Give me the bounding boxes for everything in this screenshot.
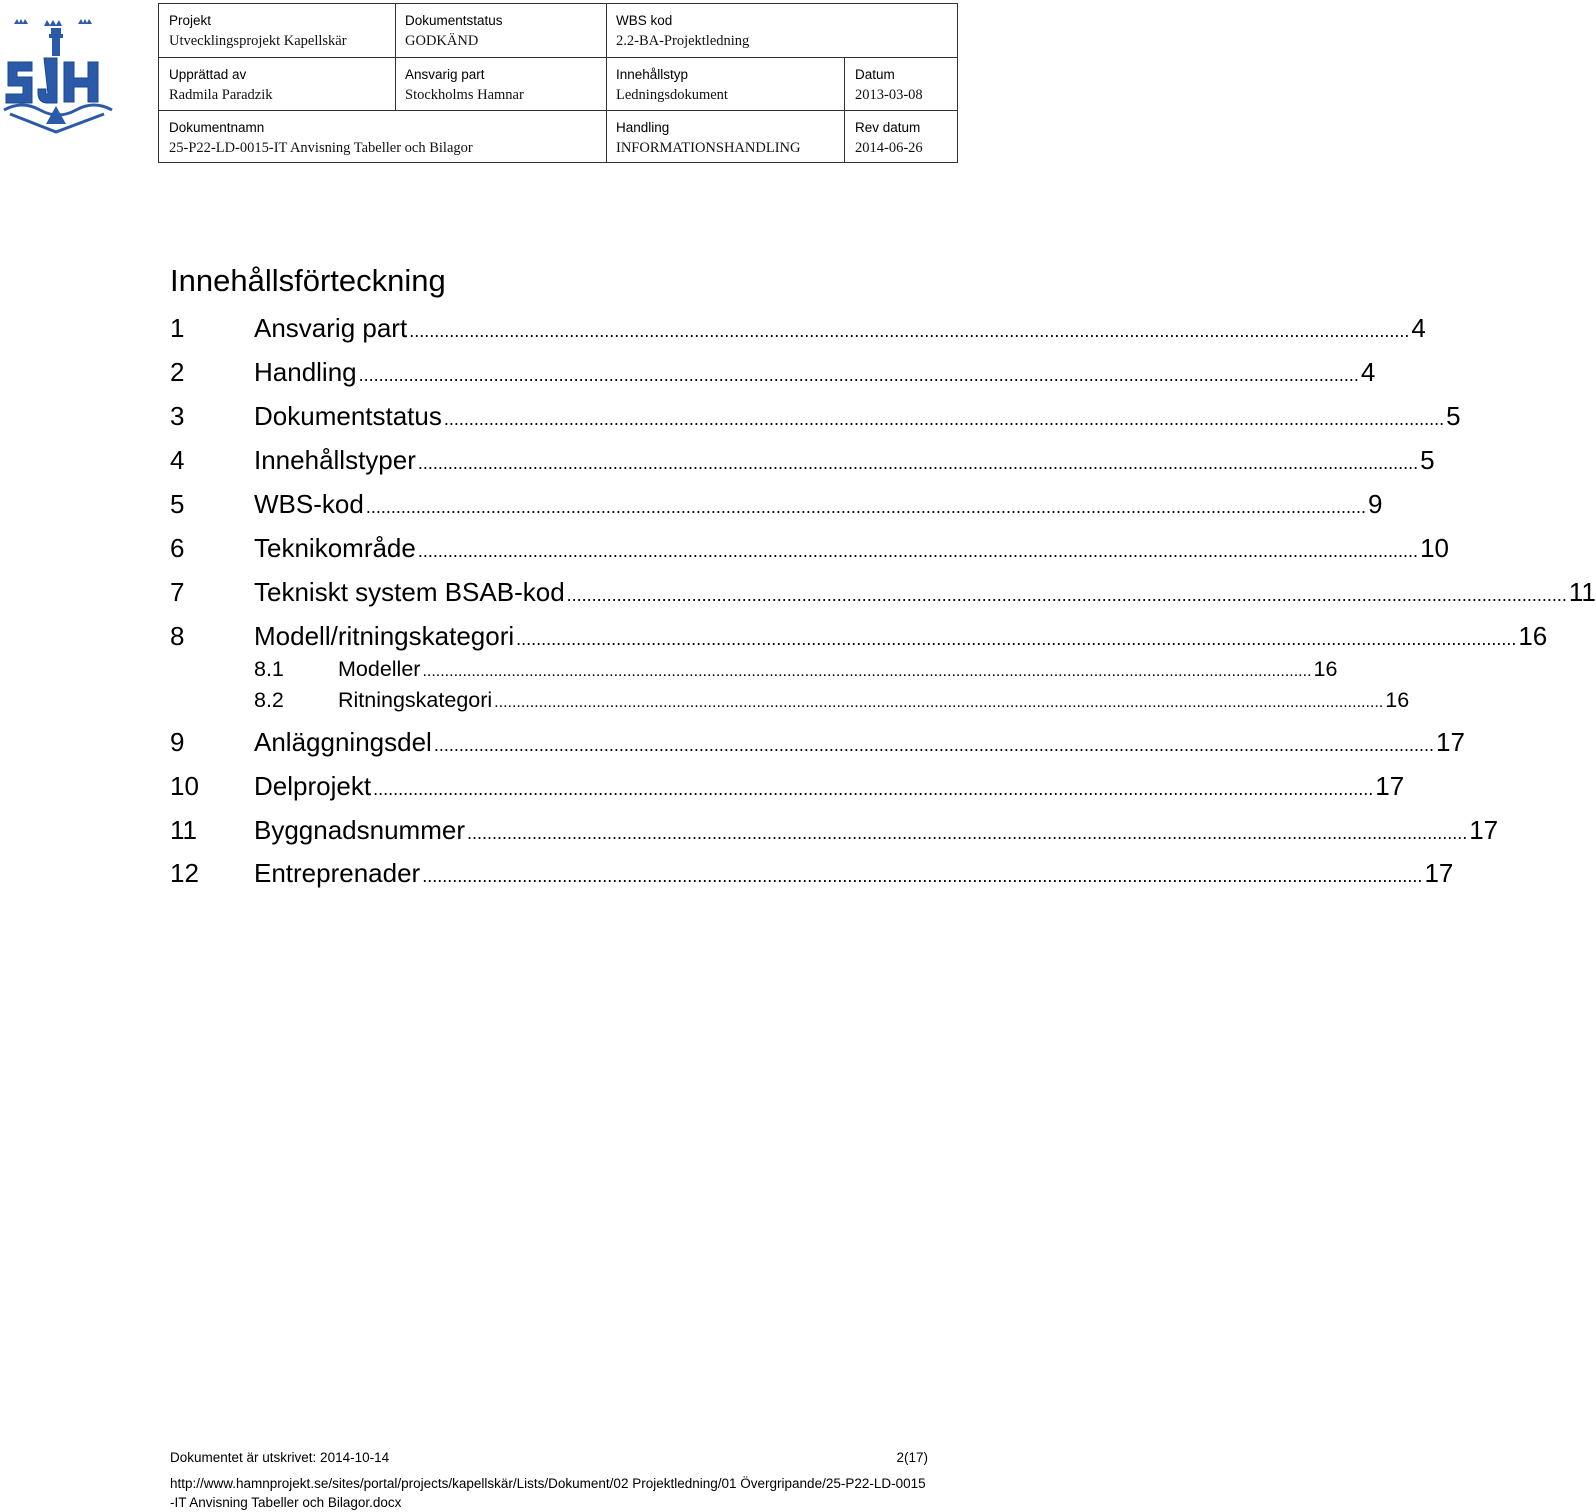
dokumentnamn-value: 25-P22-LD-0015-IT Anvisning Tabeller och Bilagor [169,140,473,156]
upprattad-value: Radmila Paradzik [169,87,273,103]
toc-entry-number: 3 [170,401,185,431]
toc-entry-page: 17 [1469,815,1499,845]
toc-entry-title: Tekniskt system BSAB-kod [254,577,565,607]
toc-entry[interactable] [170,401,1461,434]
innehallstyp-value: Ledningsdokument [616,87,728,103]
company-logo [0,14,118,134]
toc-dot-leader: ........................................................................................................................................................................................................ [358,365,1359,385]
toc-entry-title: Modeller [338,657,421,681]
toc-entry-number: 8.1 [254,657,284,681]
toc-entry-title: Byggnadsnummer [254,815,465,845]
toc-entry-number: 2 [170,357,185,387]
upprattad-label: Upprättad av [169,67,247,82]
toc-entry-page: 16 [1518,621,1548,651]
toc-entry-page: 9 [1368,489,1383,519]
toc-dot-leader: ........................................................................................................................................................................................................ [409,321,1410,341]
toc-entry[interactable] [170,621,1548,654]
toc-dot-leader: ........................................................................................................................................................................................................ [566,585,1567,605]
revdatum-value: 2014-06-26 [855,140,923,156]
toc-entry-number: 4 [170,445,185,475]
toc-entry-number: 1 [170,313,185,343]
innehallstyp-label: Innehållstyp [616,67,689,82]
toc-entry[interactable] [170,577,1596,610]
toc-entry-page: 10 [1420,533,1449,563]
toc-entry-number: 11 [170,815,197,845]
toc-dot-leader: ........................................................................................................................................................................................................ [422,663,1312,680]
toc-dot-leader: ........................................................................................................................................................................................................ [494,694,1384,711]
toc-entry-page: 16 [1385,688,1410,712]
print-date: Dokumentet är utskrivet: 2014-10-14 [170,1450,390,1465]
ansvarig-label: Ansvarig part [405,67,485,82]
toc-entry-number: 6 [170,533,185,563]
toc-entry-page: 5 [1420,445,1435,475]
upprattad-cell [159,58,395,110]
dokumentstatus-label: Dokumentstatus [405,13,503,28]
toc-dot-leader: ........................................................................................................................................................................................................ [417,541,1419,561]
handling-value: INFORMATIONSHANDLING [616,140,801,156]
handling-label: Handling [616,120,670,135]
toc-dot-leader: ........................................................................................................................................................................................................ [417,453,1419,473]
toc-entry-page: 17 [1375,771,1405,801]
toc-entry-title: Anläggningsdel [254,727,432,757]
innehallstyp-cell [606,58,844,110]
toc-entry-page: 5 [1446,401,1461,431]
toc-dot-leader: ........................................................................................................................................................................................................ [373,779,1374,799]
datum-value: 2013-03-08 [855,87,923,103]
toc-entry-number: 8.2 [254,688,284,712]
toc-entry[interactable] [170,815,1499,848]
toc-entry-page: 17 [1436,727,1465,757]
toc-entry-title: WBS-kod [254,489,364,519]
page-number: 2(17) [896,1450,928,1465]
projekt-cell [159,4,395,57]
dokumentstatus-cell [395,4,606,57]
wbs-cell [606,4,958,57]
ansvarig-cell [395,58,606,110]
toc-entry[interactable] [170,533,1449,566]
toc-entry-title: Teknikområde [254,533,416,563]
toc-entry-title: Ritningskategori [338,688,493,712]
datum-label: Datum [855,67,895,82]
ansvarig-value: Stockholms Hamnar [405,87,524,103]
toc-entry[interactable] [170,727,1465,760]
toc-entry-title: Innehållstyper [254,445,416,475]
toc-dot-leader: ........................................................................................................................................................................................................ [365,497,1367,517]
toc-entry-number: 10 [170,771,199,801]
toc-entry-title: Handling [254,357,357,387]
wbs-value: 2.2-BA-Projektledning [616,33,750,49]
toc-entry-title: Dokumentstatus [254,401,442,431]
toc-entry-number: 5 [170,489,185,519]
revdatum-cell [845,111,958,163]
toc-entry[interactable] [170,313,1426,346]
toc-dot-leader: ........................................................................................................................................................................................................ [422,866,1423,886]
toc-dot-leader: ........................................................................................................................................................................................................ [443,409,1445,429]
toc-dot-leader: ........................................................................................................................................................................................................ [433,735,1435,755]
wbs-label: WBS kod [616,13,673,28]
document-header-table [158,3,958,163]
header-row-3 [159,111,957,163]
toc-entry-title: Entreprenader [254,858,421,888]
toc-entry-page: 4 [1411,313,1426,343]
toc-entry-title: Modell/ritningskategori [254,621,515,651]
projekt-label: Projekt [169,13,212,28]
toc-entry[interactable] [170,489,1383,522]
toc-entry[interactable] [170,858,1454,891]
dokumentstatus-value: GODKÄND [405,33,479,49]
projekt-value: Utvecklingsprojekt Kapellskär [169,33,347,49]
dokumentnamn-cell [159,111,606,163]
handling-cell [606,111,844,163]
toc-entry-title: Ansvarig part [254,313,408,343]
toc-dot-leader: ........................................................................................................................................................................................................ [467,823,1468,843]
dokumentnamn-label: Dokumentnamn [169,120,265,135]
toc-subentry[interactable] [170,688,1410,715]
toc-entry-title: Delprojekt [254,771,372,801]
toc-entry-page: 16 [1313,657,1338,681]
toc-entry[interactable] [170,445,1435,478]
toc-subentry[interactable] [170,657,1338,684]
toc-entry-page: 4 [1360,357,1376,387]
toc-dot-leader: ........................................................................................................................................................................................................ [516,629,1517,649]
toc-entry-number: 8 [170,621,185,651]
header-row-1 [159,4,957,58]
toc-entry-page: 17 [1424,858,1454,888]
header-row-2 [159,58,957,111]
toc-entry[interactable] [170,357,1376,390]
toc-title: Innehållsförteckning [170,263,446,298]
toc-entry-number: 12 [170,858,199,888]
footer [170,1450,928,1468]
document-url[interactable]: http://www.hamnprojekt.se/sites/portal/projects/kapellskär/Lists/Dokument/02 Projektledning/01 Övergripande/25-P22-LD-0015-IT Anvisning Tabeller och Bilagor.docx [170,1476,926,1510]
datum-cell [845,58,958,110]
toc-entry-page: 11 [1568,577,1596,607]
toc-entry-number: 7 [170,577,185,607]
toc-entry-number: 9 [170,727,185,757]
revdatum-label: Rev datum [855,120,921,135]
toc-entry[interactable] [170,771,1405,804]
